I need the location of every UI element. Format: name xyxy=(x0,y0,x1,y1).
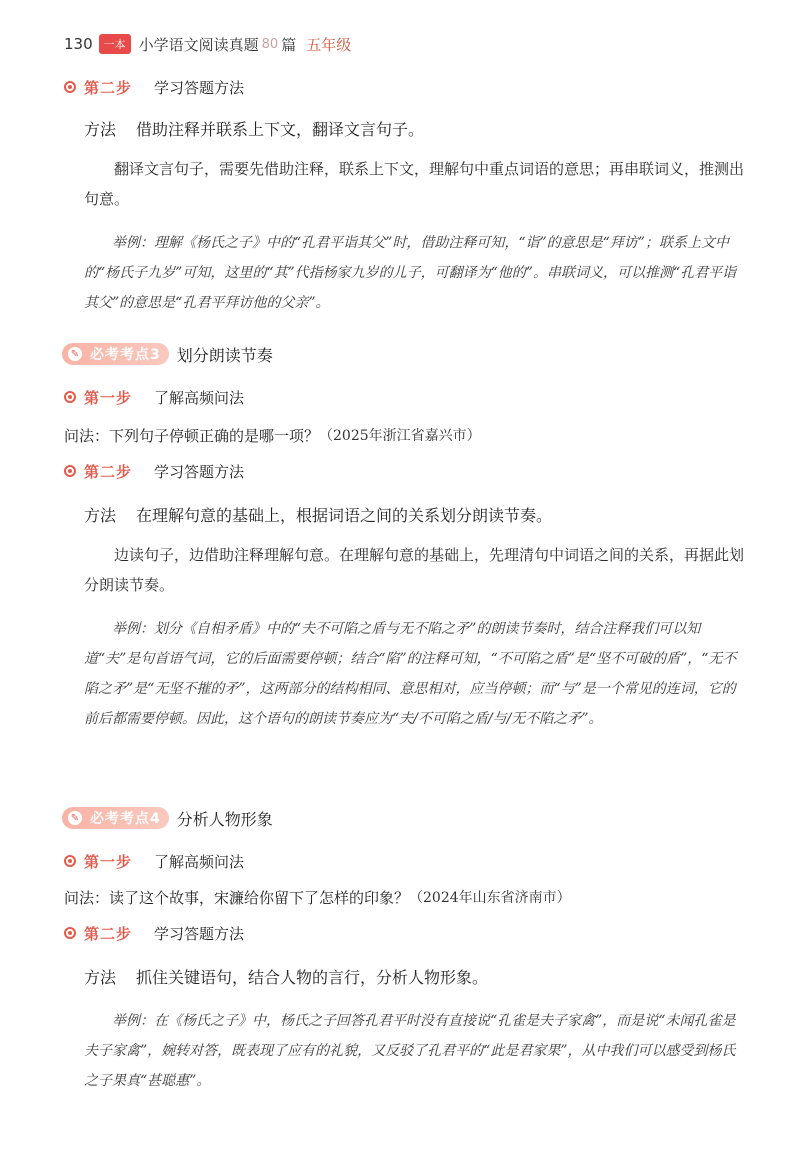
question-line xyxy=(64,886,571,908)
method-line xyxy=(84,964,488,988)
method-text: 借助注释并联系上下文，翻译文言句子。 xyxy=(136,119,425,139)
question-line xyxy=(64,424,481,446)
series-count-unit: 篇 xyxy=(281,35,297,54)
step-bullet-icon xyxy=(64,81,76,93)
page-number: 130 xyxy=(64,35,93,53)
method-label: 方法 xyxy=(84,967,117,987)
key-point-badge xyxy=(62,807,169,829)
question-text: 问法：读了这个故事，宋濂给你留下了怎样的印象？ xyxy=(64,888,410,907)
explanation-paragraph: 边读句子，边借助注释理解句意。在理解句意的基础上，先理清句中词语之间的关系，再据此划分朗读节奏。 xyxy=(84,546,745,594)
step-bullet-icon xyxy=(64,391,76,403)
method-label: 方法 xyxy=(84,505,117,525)
step-title: 了解高频问法 xyxy=(154,852,245,871)
brand-logo: 一本 xyxy=(99,34,131,54)
method-text: 在理解句意的基础上，根据词语之间的关系划分朗读节奏。 xyxy=(136,505,553,525)
method-line xyxy=(84,116,424,140)
question-source: （2024年山东省济南市） xyxy=(409,890,571,906)
step-bullet-icon xyxy=(64,465,76,477)
page-header xyxy=(64,30,351,58)
key-point-heading xyxy=(62,806,273,830)
step-number: 第二步 xyxy=(84,924,133,943)
step-heading xyxy=(64,850,244,872)
method-label: 方法 xyxy=(84,119,117,139)
grade-label: 五年级 xyxy=(306,35,352,54)
step-heading xyxy=(64,460,244,482)
step-bullet-icon xyxy=(64,855,76,867)
key-point-badge xyxy=(62,343,169,365)
question-text: 问法：下列句子停顿正确的是哪一项？ xyxy=(64,426,320,445)
key-point-heading xyxy=(62,342,273,366)
step-number: 第二步 xyxy=(84,462,133,481)
pencil-icon: ✎ xyxy=(68,347,82,361)
example-paragraph: 举例：理解《杨氏之子》中的“孔君平诣其父”时，借助注释可知，“诣”的意思是“拜访”；联系上文中的“杨氏子九岁”可知，这里的“其”代指杨家九岁的儿子，可翻译为“他的”。串联词义，可以推测“孔君平诣其父”的意思是“孔君平拜访他的父亲”。 xyxy=(84,235,737,311)
key-point-badge-text: 必考考点3 xyxy=(90,347,161,363)
step-number: 第二步 xyxy=(84,78,133,97)
step-title: 学习答题方法 xyxy=(154,78,245,97)
series-title: 小学语文阅读真题 xyxy=(138,35,259,54)
key-point-title: 分析人物形象 xyxy=(176,809,273,829)
step-heading xyxy=(64,76,244,98)
example-paragraph: 举例：在《杨氏之子》中，杨氏之子回答孔君平时没有直接说“孔雀是夫子家禽”，而是说“未闻孔雀是夫子家禽”，婉转对答，既表现了应有的礼貌，又反驳了孔君平的“此是君家果”，从中我们可以感受到杨氏之子果真“甚聪惠”。 xyxy=(84,1013,736,1089)
method-text: 抓住关键语句，结合人物的言行，分析人物形象。 xyxy=(136,967,489,987)
key-point-title: 划分朗读节奏 xyxy=(176,345,273,365)
step-heading xyxy=(64,922,244,944)
step-bullet-icon xyxy=(64,927,76,939)
series-count: 80 xyxy=(261,36,279,52)
pencil-icon: ✎ xyxy=(68,811,82,825)
step-number: 第一步 xyxy=(84,388,133,407)
step-number: 第一步 xyxy=(84,852,133,871)
step-heading xyxy=(64,386,244,408)
step-title: 学习答题方法 xyxy=(154,924,245,943)
step-title: 了解高频问法 xyxy=(154,388,245,407)
question-source: （2025年浙江省嘉兴市） xyxy=(319,428,481,444)
method-line xyxy=(84,502,552,526)
key-point-badge-text: 必考考点4 xyxy=(90,811,161,827)
step-title: 学习答题方法 xyxy=(154,462,245,481)
example-paragraph: 举例：划分《自相矛盾》中的“夫不可陷之盾与无不陷之矛”的朗读节奏时，结合注释我们可以知道“夫”是句首语气词，它的后面需要停顿；结合“陷”的注释可知，“不可陷之盾”是“坚不可破的盾”，“无不陷之矛”是“无坚不摧的矛”，这两部分的结构相同、意思相对，应当停顿；而“与”是一个常见的连词，它的前后都需要停顿。因此，这个语句的朗读节奏应为“夫/不可陷之盾/与/无不陷之矛”。 xyxy=(84,621,737,727)
explanation-paragraph: 翻译文言句子，需要先借助注释，联系上下文，理解句中重点词语的意思；再串联词义，推测出句意。 xyxy=(84,160,745,208)
